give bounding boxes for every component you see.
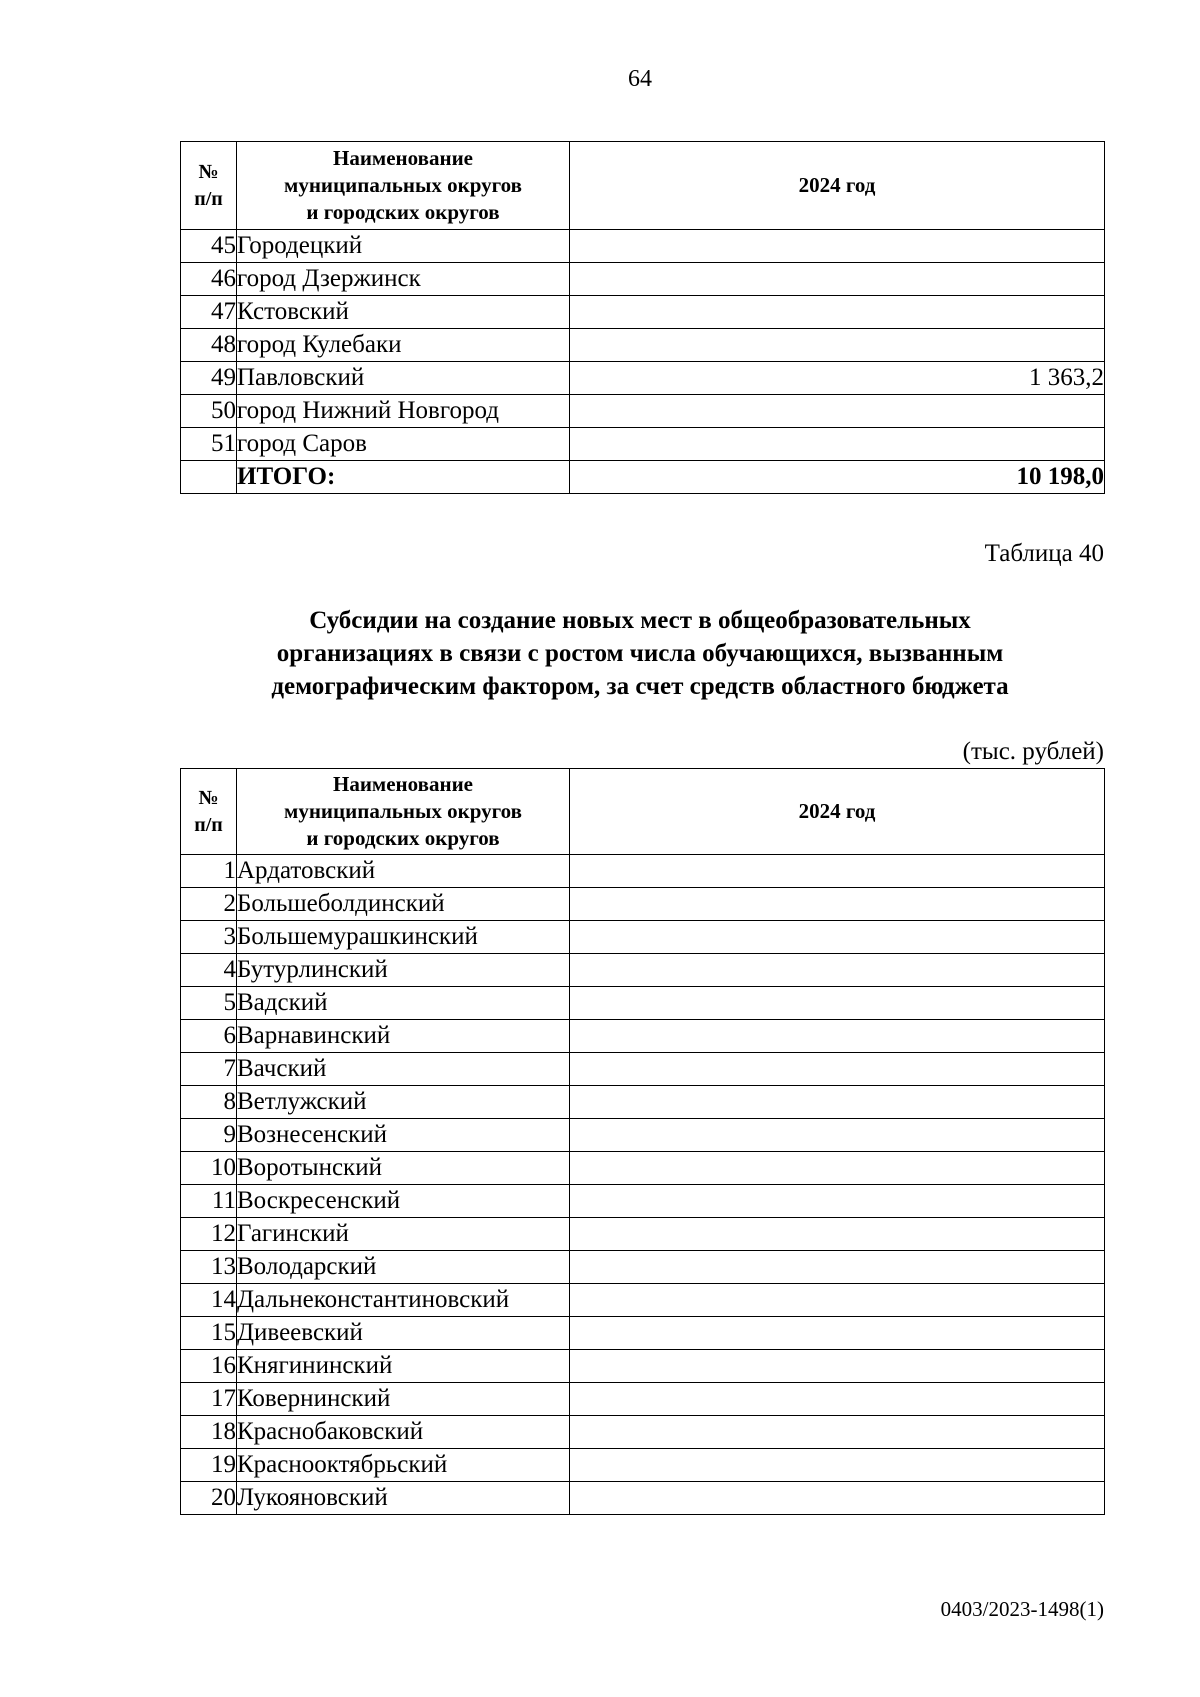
row-value xyxy=(570,1383,1105,1416)
row-number: 49 xyxy=(181,362,237,395)
table-row xyxy=(181,428,1105,461)
row-value xyxy=(570,1350,1105,1383)
table-header-row xyxy=(181,142,1105,230)
row-name: Ардатовский xyxy=(237,855,570,888)
row-value xyxy=(570,1449,1105,1482)
table-row xyxy=(181,921,1105,954)
row-value xyxy=(570,1185,1105,1218)
row-name: Городецкий xyxy=(237,230,570,263)
row-name: Краснобаковский xyxy=(237,1416,570,1449)
row-number: 4 xyxy=(181,954,237,987)
row-name: Большемурашкинский xyxy=(237,921,570,954)
table-row xyxy=(181,987,1105,1020)
row-number: 18 xyxy=(181,1416,237,1449)
header-name-text: Наименование муниципальных округов и городских округов xyxy=(284,146,522,224)
row-name: Ветлужский xyxy=(237,1086,570,1119)
row-value xyxy=(570,1218,1105,1251)
table-row xyxy=(181,1185,1105,1218)
row-number: 1 xyxy=(181,855,237,888)
table-row xyxy=(181,1416,1105,1449)
row-value xyxy=(570,1020,1105,1053)
table-row xyxy=(181,954,1105,987)
row-value xyxy=(570,1482,1105,1515)
total-value: 10 198,0 xyxy=(570,461,1105,494)
table-row xyxy=(181,1449,1105,1482)
table-row xyxy=(181,395,1105,428)
table-row xyxy=(181,1020,1105,1053)
table-row xyxy=(181,296,1105,329)
row-name: Дивеевский xyxy=(237,1317,570,1350)
row-value xyxy=(570,1152,1105,1185)
page-number: 64 xyxy=(628,66,652,92)
row-number: 47 xyxy=(181,296,237,329)
row-name: Варнавинский xyxy=(237,1020,570,1053)
row-number: 13 xyxy=(181,1251,237,1284)
header-name xyxy=(237,769,570,855)
table-body xyxy=(181,855,1105,1515)
row-value xyxy=(570,855,1105,888)
total-label: ИТОГО: xyxy=(237,461,570,494)
table-row xyxy=(181,263,1105,296)
row-name: город Дзержинск xyxy=(237,263,570,296)
row-value xyxy=(570,987,1105,1020)
row-value xyxy=(570,296,1105,329)
table-row xyxy=(181,362,1105,395)
table-row xyxy=(181,1218,1105,1251)
row-value xyxy=(570,1284,1105,1317)
row-name: город Кулебаки xyxy=(237,329,570,362)
row-number: 5 xyxy=(181,987,237,1020)
table-row xyxy=(181,1152,1105,1185)
total-row xyxy=(181,461,1105,494)
row-number: 11 xyxy=(181,1185,237,1218)
table-row xyxy=(181,230,1105,263)
header-name xyxy=(237,142,570,230)
table-row xyxy=(181,1119,1105,1152)
row-number: 51 xyxy=(181,428,237,461)
row-value xyxy=(570,395,1105,428)
row-number: 45 xyxy=(181,230,237,263)
row-number: 12 xyxy=(181,1218,237,1251)
row-name: Лукояновский xyxy=(237,1482,570,1515)
row-value xyxy=(570,1086,1105,1119)
row-number: 16 xyxy=(181,1350,237,1383)
row-number: 50 xyxy=(181,395,237,428)
header-number-text: № п/п xyxy=(194,160,223,210)
row-value xyxy=(570,1317,1105,1350)
table-row xyxy=(181,1284,1105,1317)
row-number: 3 xyxy=(181,921,237,954)
row-name: Ковернинский xyxy=(237,1383,570,1416)
table-row xyxy=(181,329,1105,362)
subsidy-table-continuation xyxy=(180,141,1105,494)
row-name: город Нижний Новгород xyxy=(237,395,570,428)
row-number: 20 xyxy=(181,1482,237,1515)
row-name: Володарский xyxy=(237,1251,570,1284)
row-value xyxy=(570,954,1105,987)
header-number-text: № п/п xyxy=(194,786,223,836)
table-caption: Таблица 40 xyxy=(984,540,1104,567)
table-header-row xyxy=(181,769,1105,855)
row-number: 15 xyxy=(181,1317,237,1350)
row-value xyxy=(570,428,1105,461)
row-value xyxy=(570,1416,1105,1449)
row-name: Вознесенский xyxy=(237,1119,570,1152)
row-number: 14 xyxy=(181,1284,237,1317)
table-row xyxy=(181,1086,1105,1119)
row-name: Павловский xyxy=(237,362,570,395)
table-row xyxy=(181,1350,1105,1383)
row-name: Кстовский xyxy=(237,296,570,329)
row-number: 19 xyxy=(181,1449,237,1482)
row-value xyxy=(570,1119,1105,1152)
row-value xyxy=(570,888,1105,921)
row-value: 1 363,2 xyxy=(570,362,1105,395)
header-number xyxy=(181,142,237,230)
row-number: 10 xyxy=(181,1152,237,1185)
row-number: 2 xyxy=(181,888,237,921)
units-label: (тыс. рублей) xyxy=(962,738,1104,765)
row-name: Воротынский xyxy=(237,1152,570,1185)
row-value xyxy=(570,263,1105,296)
row-number: 7 xyxy=(181,1053,237,1086)
table-row xyxy=(181,1482,1105,1515)
row-name: Большеболдинский xyxy=(237,888,570,921)
row-name: Воскресенский xyxy=(237,1185,570,1218)
table-row xyxy=(181,888,1105,921)
table-row xyxy=(181,855,1105,888)
row-number: 46 xyxy=(181,263,237,296)
header-year: 2024 год xyxy=(570,142,1105,230)
table-row xyxy=(181,1317,1105,1350)
table-title: Субсидии на создание новых мест в общеобразовательных организациях в связи с ростом числа обучающихся, вызванным демографическим фактором, за счет средств областного бюджета xyxy=(271,607,1009,700)
row-number: 48 xyxy=(181,329,237,362)
table-row xyxy=(181,1251,1105,1284)
table-row xyxy=(181,1383,1105,1416)
header-number xyxy=(181,769,237,855)
row-number: 17 xyxy=(181,1383,237,1416)
table-row xyxy=(181,1053,1105,1086)
row-number: 9 xyxy=(181,1119,237,1152)
subsidy-table-40 xyxy=(180,768,1105,1515)
header-year: 2024 год xyxy=(570,769,1105,855)
row-name: Дальнеконстантиновский xyxy=(237,1284,570,1317)
row-name: город Саров xyxy=(237,428,570,461)
row-name: Княгининский xyxy=(237,1350,570,1383)
row-name: Гагинский xyxy=(237,1218,570,1251)
total-number-cell xyxy=(181,461,237,494)
row-value xyxy=(570,230,1105,263)
row-name: Бутурлинский xyxy=(237,954,570,987)
row-value xyxy=(570,921,1105,954)
row-number: 8 xyxy=(181,1086,237,1119)
row-number: 6 xyxy=(181,1020,237,1053)
row-name: Вадский xyxy=(237,987,570,1020)
document-id: 0403/2023-1498(1) xyxy=(940,1597,1104,1621)
table-body xyxy=(181,230,1105,461)
row-value xyxy=(570,1251,1105,1284)
row-name: Вачский xyxy=(237,1053,570,1086)
row-value xyxy=(570,1053,1105,1086)
row-value xyxy=(570,329,1105,362)
header-name-text: Наименование муниципальных округов и городских округов xyxy=(284,772,522,850)
row-name: Краснооктябрьский xyxy=(237,1449,570,1482)
